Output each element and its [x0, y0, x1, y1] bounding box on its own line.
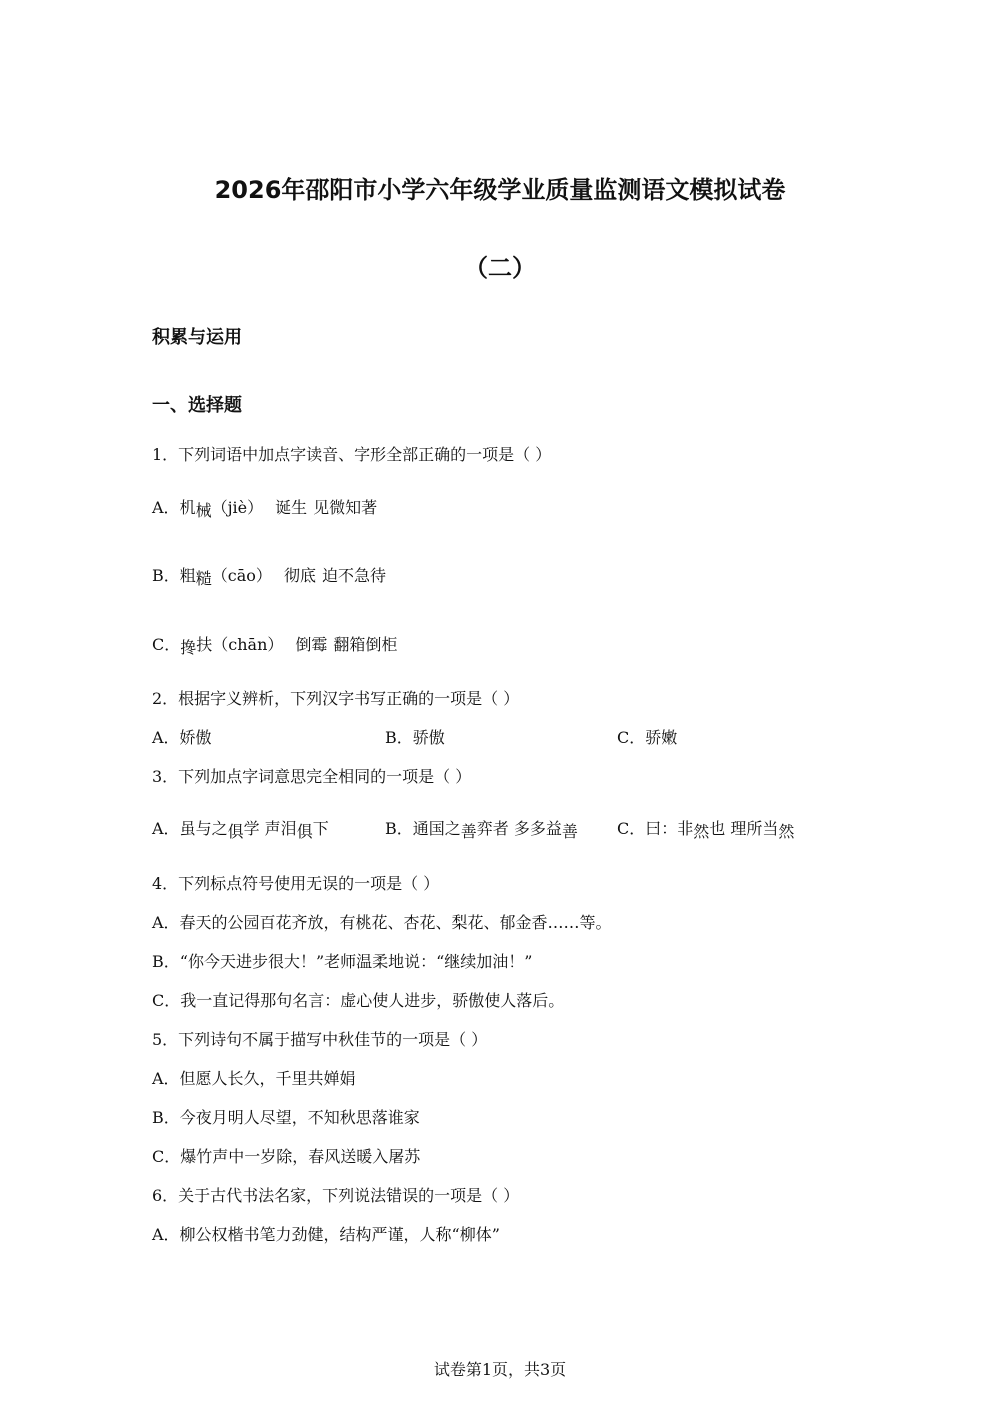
question-2-option-a: A．娇傲	[152, 728, 212, 747]
option-char: 扶	[196, 635, 213, 654]
question-6-stem: 6．关于古代书法名家，下列说法错误的一项是（ ）	[152, 1186, 520, 1205]
question-2-stem: 2．根据字义辨析，下列汉字书写正确的一项是（ ）	[152, 689, 520, 708]
section-heading: 积累与运用	[152, 327, 242, 348]
dotted-char: 俱	[227, 822, 244, 841]
option-word: 翻箱倒柜	[333, 635, 398, 654]
dotted-char: 搀	[180, 638, 197, 657]
question-5-option-a: A．但愿人长久，千里共婵娟	[152, 1069, 356, 1088]
option-text: 通国之	[412, 819, 461, 838]
question-1-option-b	[152, 566, 386, 586]
exam-title-line1: 2026年邵阳市小学六年级学业质量监测语文模拟试卷	[214, 176, 786, 204]
dotted-char: 善	[561, 822, 578, 841]
option-prefix: C．	[617, 819, 646, 838]
dotted-char: 械	[195, 501, 212, 520]
question-5-option-c: C．爆竹声中一岁除，春风送暖入屠苏	[152, 1147, 421, 1166]
question-4-option-a: A．春天的公园百花齐放，有桃花、杏花、梨花、郁金香……等。	[152, 913, 612, 932]
question-2-option-c: C．骄嫩	[617, 728, 678, 747]
dotted-char: 善	[460, 822, 477, 841]
page-footer: 试卷第1页，共3页	[433, 1360, 567, 1379]
pinyin: （jiè）	[211, 498, 264, 517]
dotted-char: 糙	[195, 569, 212, 588]
option-prefix: A．	[152, 498, 180, 517]
option-word: 见微知著	[313, 498, 378, 517]
option-prefix: A．	[152, 819, 180, 838]
option-word: 诞生	[275, 498, 308, 517]
question-1-stem: 1．下列词语中加点字读音、字形全部正确的一项是（ ）	[152, 445, 552, 464]
option-text: 学 声泪	[243, 819, 297, 838]
option-char: 粗	[179, 566, 196, 585]
question-6-option-a: A．柳公权楷书笔力劲健，结构严谨，人称“柳体”	[152, 1225, 500, 1244]
question-1-option-a	[152, 498, 377, 518]
question-3-option-a	[152, 819, 329, 839]
dotted-char: 然	[778, 822, 795, 841]
pinyin: （cāo）	[211, 566, 272, 585]
question-5-stem: 5．下列诗句不属于描写中秋佳节的一项是（ ）	[152, 1030, 488, 1049]
question-4-option-c: C．我一直记得那句名言：虚心使人进步，骄傲使人落后。	[152, 991, 565, 1010]
exam-title-line2: （二）	[464, 254, 536, 282]
option-prefix: B．	[152, 566, 180, 585]
option-word: 彻底	[283, 566, 316, 585]
option-word: 迫不急待	[321, 566, 386, 585]
question-3-option-c	[617, 819, 794, 839]
question-1-option-c	[152, 635, 397, 655]
pinyin: （chān）	[212, 635, 284, 654]
option-text: 虽与之	[179, 819, 228, 838]
option-word: 倒霉	[295, 635, 328, 654]
option-text: 弈者 多多益	[476, 819, 562, 838]
question-4-stem: 4．下列标点符号使用无误的一项是（ ）	[152, 874, 440, 893]
option-prefix: B．	[385, 819, 413, 838]
option-text: 曰：非	[645, 819, 694, 838]
question-2-option-b: B．骄傲	[385, 728, 445, 747]
option-text: 下	[312, 819, 329, 838]
dotted-char: 然	[693, 822, 710, 841]
option-char: 机	[179, 498, 196, 517]
question-4-option-b: B．“你今天进步很大！”老师温柔地说：“继续加油！”	[152, 952, 533, 971]
question-3-stem: 3．下列加点字词意思完全相同的一项是（ ）	[152, 767, 472, 786]
dotted-char: 俱	[296, 822, 313, 841]
question-3-option-b	[385, 819, 578, 839]
option-prefix: C．	[152, 635, 181, 654]
option-text: 也 理所当	[709, 819, 779, 838]
question-5-option-b: B．今夜月明人尽望，不知秋思落谁家	[152, 1108, 420, 1127]
part-heading: 一、选择题	[152, 395, 242, 416]
